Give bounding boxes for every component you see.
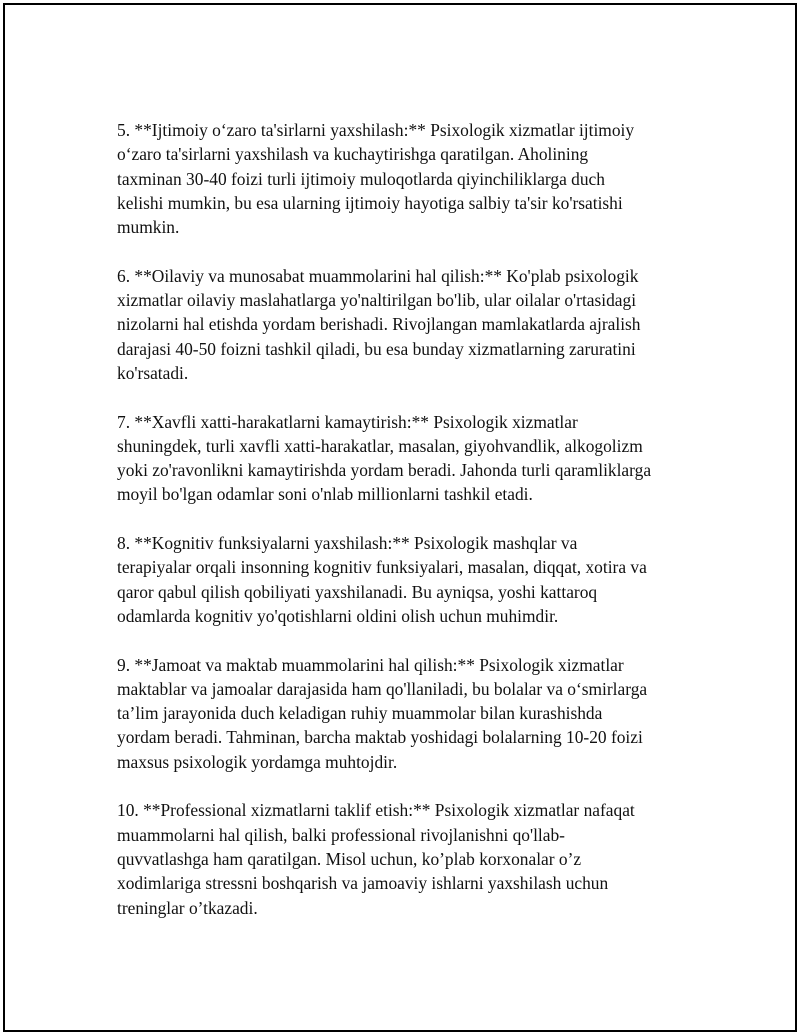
paragraph-line: nizolarni hal etishda yordam berishadi. Rivojlangan mamlakatlarda ajralish — [117, 314, 641, 335]
paragraph-line: maxsus psixologik yordamga muhtojdir. — [117, 751, 398, 772]
paragraph-line: quvvatlashga ham qaratilgan. Misol uchun, ko’plab korxonalar o’z — [117, 848, 582, 869]
paragraph-line: taxminan 30-40 foizi turli ijtimoiy muloqotlarda qiyinchiliklarga duch — [117, 168, 605, 189]
paragraph-item-8 — [117, 531, 697, 628]
paragraph-line: yordam beradi. Tahminan, barcha maktab yoshidagi bolalarning 10-20 foizi — [117, 727, 643, 748]
paragraph-line: 7. **Xavfli xatti-harakatlarni kamaytirish:** Psixologik xizmatlar — [117, 411, 578, 432]
paragraph-line: moyil bo'lgan odamlar soni o'nlab millionlarni tashkil etadi. — [117, 484, 533, 505]
paragraph-line: ta’lim jarayonida duch keladigan ruhiy muammolar bilan kurashishda — [117, 703, 603, 724]
paragraph-line: 5. **Ijtimoiy o‘zaro ta'sirlarni yaxshilash:** Psixologik xizmatlar ijtimoiy — [117, 120, 635, 140]
paragraph-line: 6. **Oilaviy va munosabat muammolarini hal qilish:** Ko'plab psixologik — [117, 265, 639, 286]
paragraph-line: xodimlariga stressni boshqarish va jamoaviy ishlarni yaxshilash uchun — [117, 873, 609, 894]
paragraph-item-7 — [117, 410, 697, 507]
paragraph-line: mumkin. — [117, 217, 180, 238]
document-body — [117, 118, 697, 944]
paragraph-line: 8. **Kognitiv funksiyalarni yaxshilash:** Psixologik mashqlar va — [117, 533, 578, 554]
paragraph-line: kelishi mumkin, bu esa ularning ijtimoiy hayotiga salbiy ta'sir ko'rsatishi — [117, 192, 623, 213]
paragraph-line: 9. **Jamoat va maktab muammolarini hal qilish:** Psixologik xizmatlar — [117, 654, 624, 675]
paragraph-line: 10. **Professional xizmatlarni taklif etish:** Psixologik xizmatlar nafaqat — [117, 800, 635, 821]
paragraph-line: shuningdek, turli xavfli xatti-harakatlar, masalan, giyohvandlik, alkogolizm — [117, 435, 643, 456]
paragraph-line: muammolarni hal qilish, balki professional rivojlanishni qo'llab- — [117, 824, 565, 845]
paragraph-line: odamlarda kognitiv yo'qotishlarni oldini olish uchun muhimdir. — [117, 605, 559, 626]
paragraph-line: terapiyalar orqali insonning kognitiv funksiyalari, masalan, diqqat, xotira va — [117, 557, 647, 578]
paragraph-item-10 — [117, 798, 697, 919]
paragraph-line: o‘zaro ta'sirlarni yaxshilash va kuchaytirishga qaratilgan. Aholining — [117, 144, 589, 165]
paragraph-line: ko'rsatadi. — [117, 362, 189, 383]
paragraph-line: maktablar va jamoalar darajasida ham qo'llaniladi, bu bolalar va o‘smirlarga — [117, 678, 648, 699]
paragraph-item-6 — [117, 264, 697, 385]
paragraph-line: xizmatlar oilaviy maslahatlarga yo'naltirilgan bo'lib, ular oilalar o'rtasidagi — [117, 290, 637, 311]
paragraph-line: darajasi 40-50 foizni tashkil qiladi, bu esa bunday xizmatlarning zaruratini — [117, 338, 636, 359]
paragraph-item-9 — [117, 653, 697, 774]
paragraph-item-5 — [117, 118, 697, 239]
paragraph-line: yoki zo'ravonlikni kamaytirishda yordam beradi. Jahonda turli qaramliklarga — [117, 460, 652, 481]
paragraph-line: treninglar o’tkazadi. — [117, 897, 258, 918]
paragraph-line: qaror qabul qilish qobiliyati yaxshilanadi. Bu ayniqsa, yoshi kattaroq — [117, 581, 598, 602]
